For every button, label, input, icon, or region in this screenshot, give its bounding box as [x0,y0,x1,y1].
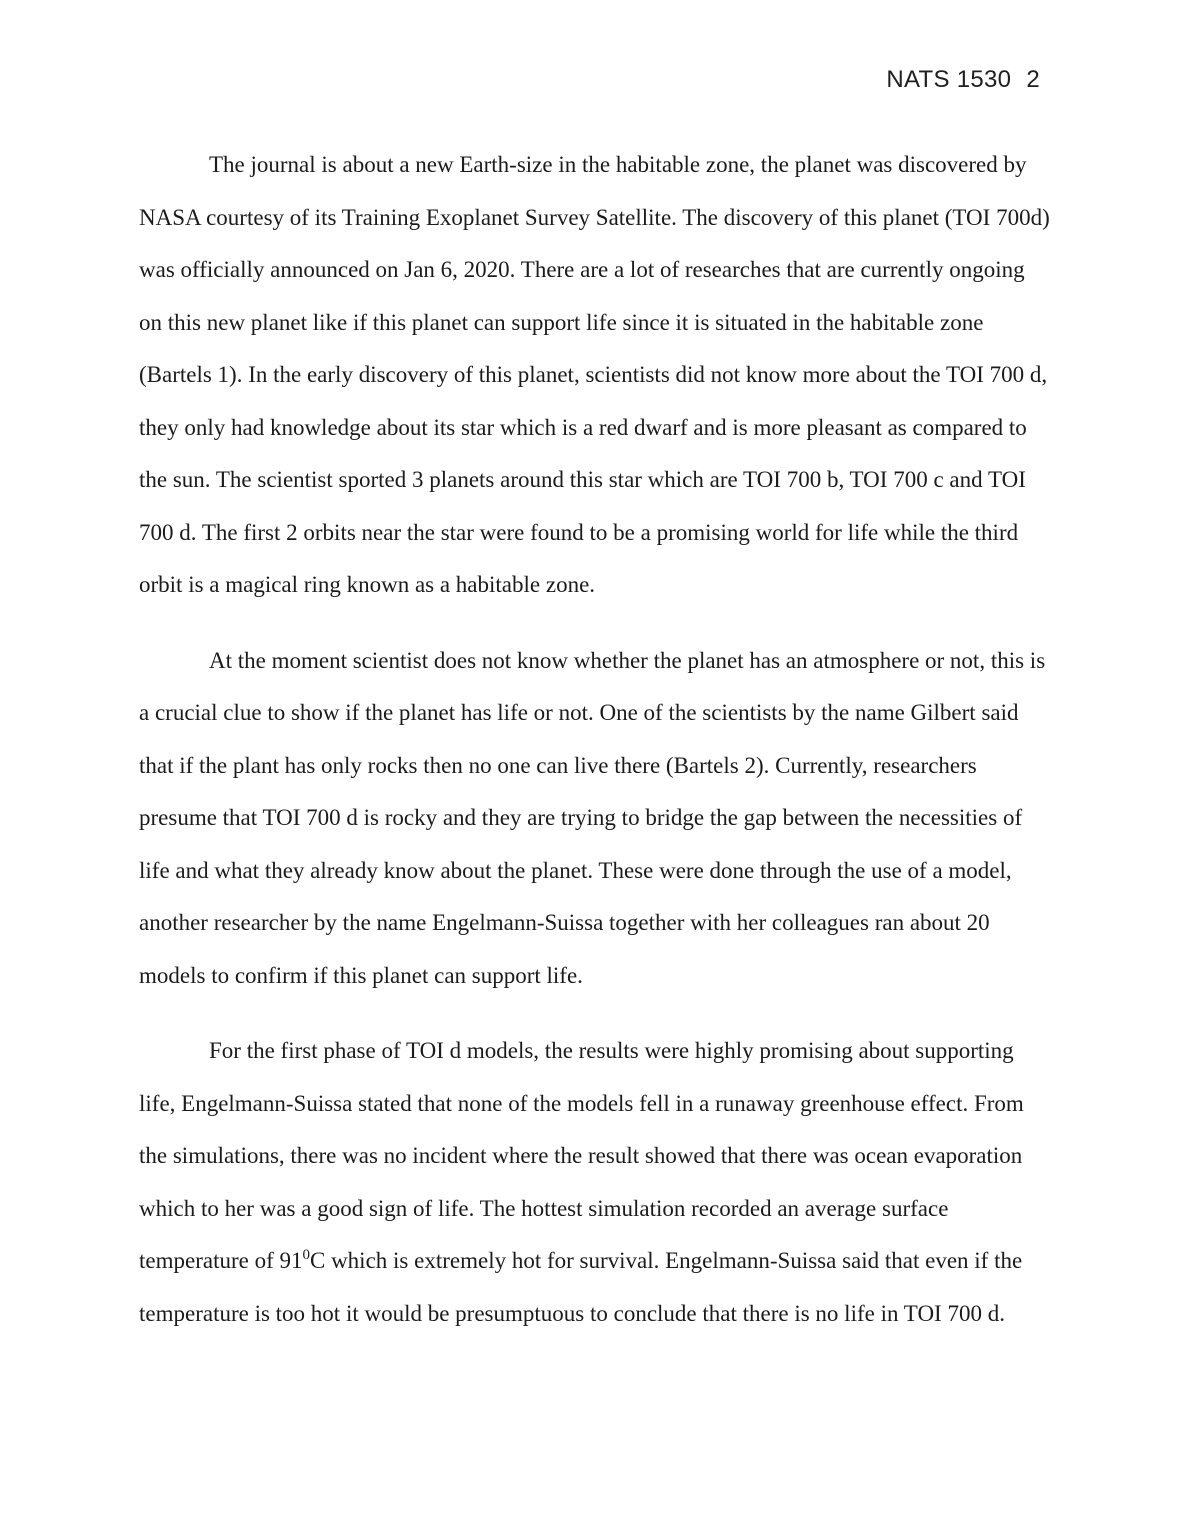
document-body [139,139,1050,1363]
paragraph-intro: The journal is about a new Earth-size in the habitable zone, the planet was discovered by NASA courtesy of its Training Exoplanet Survey Satellite. The discovery of this planet (TOI 700d) was officially announced on Jan 6, 2020. There are a lot of researches that are currently ongoing on this new planet like if this planet can support life since it is situated in the habitable zone (Bartels 1). In the early discovery of this planet, scientists did not know more about the TOI 700 d, they only had knowledge about its star which is a red dwarf and is more pleasant as compared to the sun. The scientist sported 3 planets around this star which are TOI 700 b, TOI 700 c and TOI 700 d. The first 2 orbits near the star were found to be a promising world for life while the third orbit is a magical ring known as a habitable zone. [139,152,1050,597]
page-number: 2 [1026,66,1040,93]
course-code: NATS 1530 [886,66,1012,93]
superscript-degree-zero: 0 [302,1247,310,1263]
paragraph-atmosphere: At the moment scientist does not know whether the planet has an atmosphere or not, this is a crucial clue to show if the planet has life or not. One of the scientists by the name Gilbert said that if the plant has only rocks then no one can live there (Bartels 2). Currently, researchers presume that TOI 700 d is rocky and they are trying to bridge the gap between the necessities of life and what they already know about the planet. These were done through the use of a model, another researcher by the name Engelmann-Suissa together with her colleagues ran about 20 models to confirm if this planet can support life. [139,647,1046,988]
paragraph-models [139,1025,1050,1340]
paragraph-models-segment-2: C which is extremely hot for survival. Engelmann-Suissa said that even if the temperature is too hot it would be presumptuous to conclude that there is no life in TOI 700 d. [139,1248,1023,1326]
paragraph-models-segment-1: For the first phase of TOI d models, the results were highly promising about supporting life, Engelmann-Suissa stated that none of the models fell in a runaway greenhouse effect. From the simulations, there was no incident where the result showed that there was ocean evaporation which to her was a good sign of life. The hottest simulation recorded an average surface temperature of 91 [139,1038,1024,1273]
page-header [886,66,1040,94]
